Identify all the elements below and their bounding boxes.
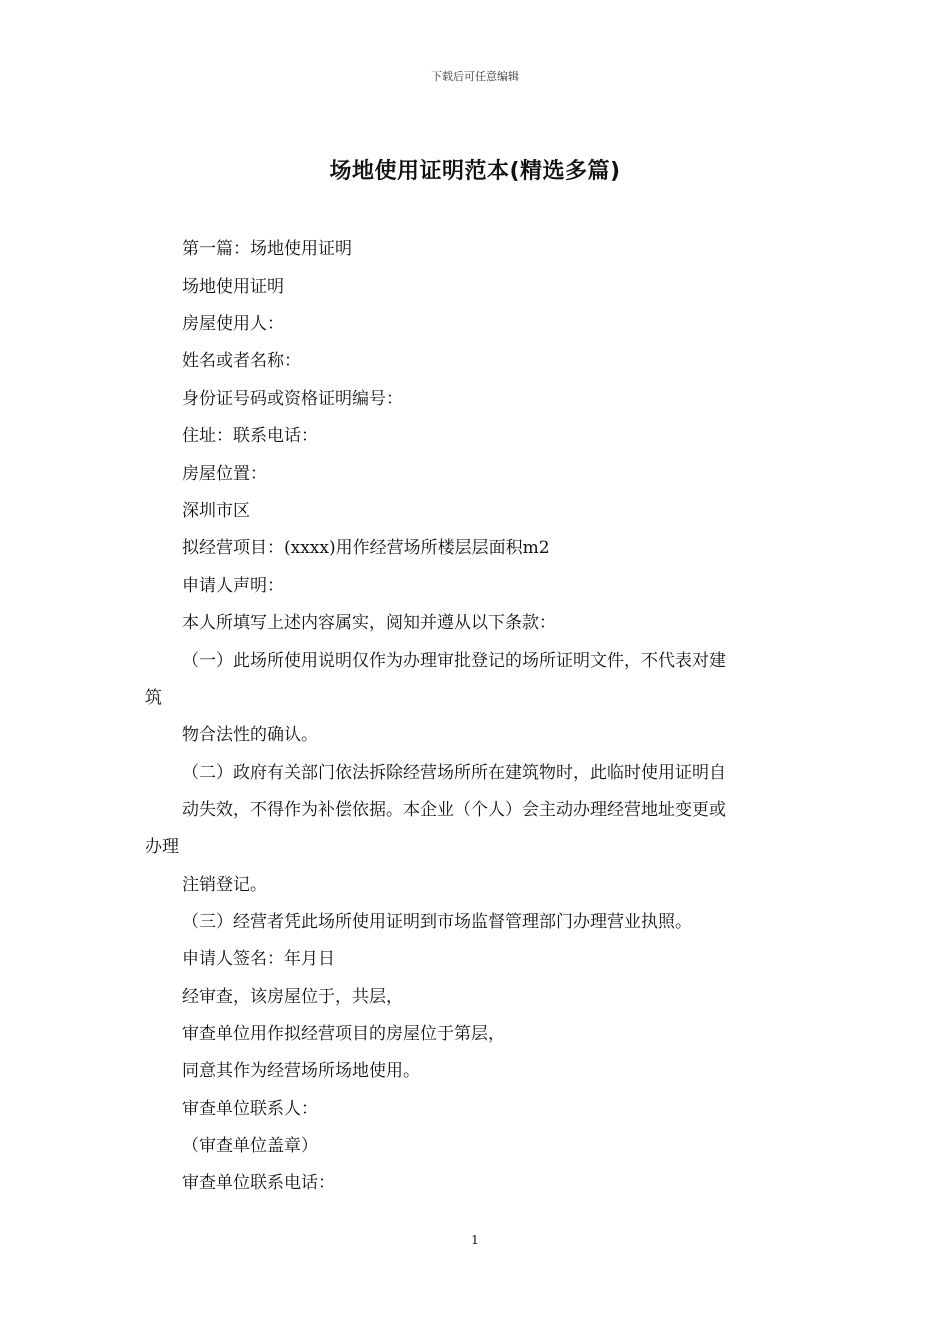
body-line: （一）此场所使用说明仅作为办理审批登记的场所证明文件，不代表对建 [182, 651, 726, 671]
body-line: 房屋使用人： [182, 314, 284, 334]
body-line: 审查单位联系人： [182, 1099, 318, 1119]
body-line: 姓名或者名称： [182, 351, 301, 371]
body-line: 第一篇：场地使用证明 [182, 239, 352, 259]
body-line: 物合法性的确认。 [182, 725, 318, 745]
body-line: 住址：联系电话： [182, 426, 318, 446]
body-line: 拟经营项目：(xxxx)用作经营场所楼层层面积m2 [182, 538, 550, 558]
body-line: 房屋位置： [182, 464, 267, 484]
body-line: （三）经营者凭此场所使用证明到市场监督管理部门办理营业执照。 [182, 912, 692, 932]
body-line: 身份证号码或资格证明编号： [182, 389, 403, 409]
body-line: （审查单位盖章） [182, 1136, 318, 1156]
body-line: 本人所填写上述内容属实，阅知并遵从以下条款： [182, 613, 556, 633]
body-line: （二）政府有关部门依法拆除经营场所所在建筑物时，此临时使用证明自 [182, 763, 726, 783]
body-line: 动失效，不得作为补偿依据。本企业（个人）会主动办理经营地址变更或 [182, 800, 726, 820]
body-line: 申请人声明： [182, 576, 284, 596]
body-line: 审查单位用作拟经营项目的房屋位于第层， [182, 1024, 505, 1044]
body-line: 经审查，该房屋位于，共层， [182, 987, 403, 1007]
page-number: 1 [471, 1233, 479, 1247]
body-line: 办理 [145, 837, 179, 857]
body-line: 注销登记。 [182, 875, 267, 895]
document-title: 场地使用证明范本(精选多篇) [329, 159, 621, 184]
body-line: 审查单位联系电话： [182, 1173, 335, 1193]
body-line: 同意其作为经营场所场地使用。 [182, 1061, 420, 1081]
body-line: 深圳市区 [182, 501, 250, 521]
header-note: 下载后可任意编辑 [431, 70, 519, 83]
body-line: 申请人签名：年月日 [182, 949, 335, 969]
body-line: 场地使用证明 [182, 277, 284, 297]
body-line: 筑 [145, 688, 162, 708]
